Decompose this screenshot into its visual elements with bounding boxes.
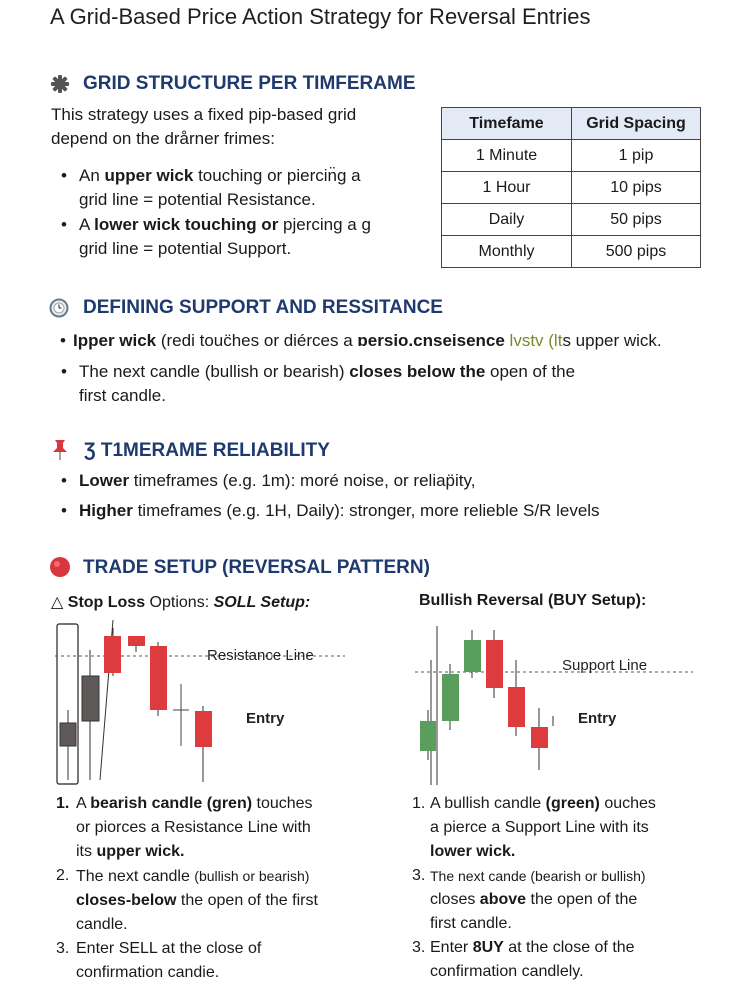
bullet-bold: ɒersio.cnseisence bbox=[357, 331, 505, 350]
list-bold: (green) bbox=[545, 795, 600, 812]
heading-italic: SOLL Setup: bbox=[213, 594, 311, 611]
candle-body bbox=[60, 723, 76, 746]
table-cell: 10 pips bbox=[572, 172, 701, 204]
list-text: the open of the first bbox=[176, 892, 318, 909]
bullet-text: s upper wick. bbox=[562, 331, 662, 350]
candle-body bbox=[104, 636, 121, 673]
table-cell: Daily bbox=[442, 204, 572, 236]
list-number: 3. bbox=[56, 940, 70, 957]
list-bold: lower wick. bbox=[430, 843, 516, 860]
candle-body bbox=[128, 636, 145, 646]
table-row bbox=[442, 140, 701, 172]
grid-intro-line1: This strategy uses a fixed pip-based grid bbox=[51, 105, 357, 124]
table-cell: 500 pips bbox=[572, 236, 701, 268]
list-text: the open of the bbox=[526, 891, 638, 908]
bullet-line2: grid line = potential Resistance. bbox=[79, 190, 316, 209]
list-bold: upper wick. bbox=[96, 843, 185, 860]
table-row bbox=[442, 204, 701, 236]
list-text: Enter SELL at the close of bbox=[76, 940, 262, 957]
pushpin-icon bbox=[51, 439, 69, 461]
bullet-text: open of the bbox=[485, 362, 576, 381]
sell-steps-list bbox=[56, 792, 376, 985]
list-text: a pierce a Support Line with its bbox=[430, 819, 649, 836]
list-text: closes bbox=[430, 891, 480, 908]
list-item bbox=[412, 936, 732, 984]
list-bold: 8UY bbox=[472, 939, 504, 956]
bullet-green-text: lvstv (lt bbox=[504, 331, 563, 350]
buy-setup-heading: Bullish Reversal (BUY Setup): bbox=[419, 592, 647, 609]
list-number: 3. bbox=[412, 939, 426, 956]
bullet-text: The next candle (bullish or bearish) bbox=[79, 362, 350, 381]
grid-bullet-1: • An upper wick touching or piercin̈g a grid line = potential Resistance. bbox=[79, 164, 419, 212]
list-text: first candle. bbox=[430, 915, 512, 932]
list-text: candle. bbox=[76, 916, 128, 933]
support-line-label: Support Line bbox=[562, 657, 648, 674]
buy-candlestick-chart bbox=[415, 620, 693, 790]
candle-body bbox=[150, 646, 167, 710]
bullet-line2: grid line = potential Support. bbox=[79, 239, 292, 258]
buy-steps-list bbox=[412, 792, 732, 984]
candle-body bbox=[486, 640, 503, 688]
heading-text: Options: bbox=[145, 594, 214, 611]
table-header-row bbox=[442, 108, 701, 140]
list-item bbox=[412, 792, 732, 864]
list-number: 3. bbox=[412, 867, 426, 884]
bullet-bold: Lower bbox=[79, 471, 130, 490]
candle-body bbox=[82, 676, 99, 721]
table-row bbox=[442, 172, 701, 204]
bullet-bold: closes below the bbox=[349, 362, 486, 381]
grid-intro bbox=[51, 103, 431, 151]
list-text: A bbox=[76, 795, 91, 812]
candle-body bbox=[420, 721, 436, 751]
sr-bullet-2: • The next candle (bullish or bearish) closes below the open of the first candle. bbox=[79, 360, 679, 408]
list-text: confirmation candie. bbox=[76, 964, 220, 981]
sr-heading: DEFINING SUPPORT AND RESSITANCE bbox=[83, 297, 443, 318]
table-header-timeframe: Timefame bbox=[442, 108, 572, 140]
table-cell: 1 Hour bbox=[442, 172, 572, 204]
list-item bbox=[56, 792, 376, 864]
candle-body bbox=[531, 727, 548, 748]
bullet-text: An bbox=[79, 166, 105, 185]
grid-structure-heading: GRID STRUCTURE PER TIMFERAME bbox=[83, 73, 416, 94]
resistance-line-label: Resistance Line bbox=[207, 647, 314, 664]
reliability-heading: Ʒ T1MERAME RELIABILITY bbox=[84, 440, 330, 461]
list-bold: above bbox=[479, 891, 527, 908]
candle-body bbox=[508, 687, 525, 727]
bullet-text: timeframes (e.g. 1H, Daily): stronger, more relieble S/R levels bbox=[132, 501, 600, 520]
table-cell: 1 pip bbox=[572, 140, 701, 172]
list-number: 1. bbox=[56, 795, 70, 812]
list-text: The next candle bbox=[76, 868, 195, 885]
table-header-spacing: Grid Spacing bbox=[572, 108, 701, 140]
grid-intro-line2: depend on the drårner frimes: bbox=[51, 129, 275, 148]
table-cell: 50 pips bbox=[572, 204, 701, 236]
list-text: touches bbox=[252, 795, 313, 812]
bullet-bold: upper wick bbox=[104, 166, 194, 185]
table-row bbox=[442, 236, 701, 268]
reliability-bullet-1: • Lower timeframes (e.g. 1m): moré noise, or reliap̈ity, bbox=[61, 471, 476, 490]
bullet-line2: first candle. bbox=[79, 386, 166, 405]
candle-body bbox=[464, 640, 481, 672]
bullet-bold: Ipper wick bbox=[73, 331, 157, 350]
sell-candlestick-chart bbox=[55, 620, 345, 790]
table-cell: 1 Minute bbox=[442, 140, 572, 172]
list-text: (bullish or bearish) bbox=[194, 868, 310, 884]
clock-icon bbox=[49, 298, 69, 318]
warning-icon: △ bbox=[51, 594, 64, 611]
list-text: at the close of the bbox=[503, 939, 635, 956]
list-text: ouches bbox=[599, 795, 656, 812]
list-item bbox=[56, 937, 376, 985]
list-text: confirmation candlely. bbox=[430, 963, 584, 980]
list-bold: closes-below bbox=[76, 892, 177, 909]
list-text: A bullish candle bbox=[430, 795, 546, 812]
page-title: A Grid-Based Price Action Strategy for Reversal Entries bbox=[50, 4, 591, 29]
sell-entry-label: Entry bbox=[246, 710, 285, 727]
heading-bold: Stop Loss bbox=[67, 594, 146, 611]
buy-entry-label: Entry bbox=[578, 710, 617, 727]
list-bold: bearish candle (gren) bbox=[90, 795, 253, 812]
bullet-text: A bbox=[79, 215, 95, 234]
bullet-text: (redi touc̈hes or diérces a bbox=[156, 331, 358, 350]
gear-icon bbox=[50, 74, 70, 94]
list-item bbox=[56, 864, 376, 937]
bullet-text: pjercing a g bbox=[278, 215, 371, 234]
bullet-bold: lower wick touching or bbox=[94, 215, 279, 234]
sell-setup-heading bbox=[51, 592, 310, 612]
list-text: or piorces a Resistance Line with bbox=[76, 819, 311, 836]
list-text: Enter bbox=[430, 939, 473, 956]
red-circle-icon bbox=[49, 556, 71, 578]
reliability-bullet-2: • Higher timeframes (e.g. 1H, Daily): stronger, more relieble S/R levels bbox=[61, 501, 600, 520]
sr-bullet-1: • Ipper wick (redi touc̈hes or diérces a ɒersio.cnseisence lvstv (lts upper wick. bbox=[60, 331, 662, 350]
bullet-text: touching or piercin̈g a bbox=[193, 166, 361, 185]
table-cell: Monthly bbox=[442, 236, 572, 268]
list-text: The next cande (bearish or bullish) bbox=[430, 868, 646, 884]
candle-body bbox=[195, 711, 212, 747]
bullet-bold: Higher bbox=[79, 501, 133, 520]
trade-setup-heading: TRADE SETUP (REVERSAL PATTERN) bbox=[83, 557, 430, 578]
list-number: 2. bbox=[56, 867, 70, 884]
list-item bbox=[412, 864, 732, 936]
grid-bullet-2: • A lower wick touching or pjercing a g grid line = potential Support. bbox=[79, 213, 419, 261]
list-text: its bbox=[76, 843, 97, 860]
grid-spacing-table bbox=[441, 107, 701, 268]
list-number: 1. bbox=[412, 795, 426, 812]
bullet-text: timeframes (e.g. 1m): moré noise, or reliap̈ity, bbox=[129, 471, 476, 490]
candle-body bbox=[442, 674, 459, 721]
